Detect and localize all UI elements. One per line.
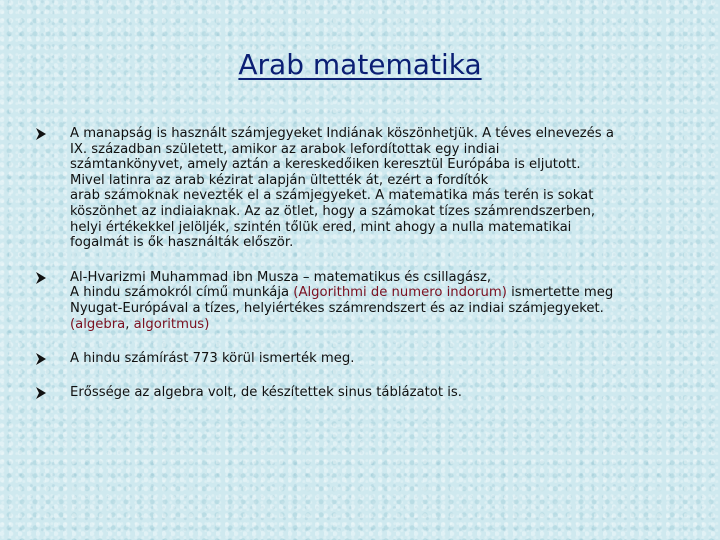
bullet-item-1 [34,126,686,251]
term-algebra: algebra [75,316,126,332]
bullet-3-text: A hindu számírást 773 körül ismerték meg. [70,351,355,367]
bullet-2-text: ismertette meg [506,285,614,301]
latin-title-highlight: (Algorithmi de numero indorum) [293,285,507,301]
bullet-item-2 [34,270,686,332]
bullet-2-line-4 [70,317,686,333]
bullet-list [34,126,686,419]
bullet-item-3 [34,351,686,367]
bullet-1-line-5: arab számoknak nevezték el a számjegyeket. A matematika más terén is sokat [70,188,594,204]
bullet-2-line-3: Nyugat-Európával a tízes, helyiértékes számrendszert és az indiai számjegyeket. [70,300,604,316]
arrow-bullet-icon [34,127,48,141]
bullet-1-line-1: A manapság is használt számjegyeket Indiának köszönhetjük. A téves elnevezés a [70,126,614,141]
bullet-1-line-8: fogalmát is ők használták először. [70,235,294,251]
bullet-2-text: A hindu számokról című munkája [70,285,294,301]
term-algoritmus: algoritmus [133,316,205,332]
arrow-bullet-icon [34,271,48,285]
bullet-1-line-6: köszönhet az indiaiaknak. Az az ötlet, hogy a számokat tízes számrendszerben, [70,203,596,219]
bullet-1-line-4: Mivel latinra az arab kézirat alapján ültették át, ezért a fordítók [70,172,489,188]
bullet-4-text: Erőssége az algebra volt, de készítettek sinus táblázatot is. [70,384,462,400]
arrow-bullet-icon [34,386,48,400]
slide-title: Arab matematika [238,48,482,81]
term-separator: , [125,316,134,332]
paren-close: ) [204,316,210,332]
bullet-item-4 [34,385,686,401]
paren-open: ( [70,316,76,332]
bullet-1-line-3: számtankönyvet, amely aztán a kereskedőiken keresztül Európába is eljutott. [70,157,581,173]
bullet-2-line-2 [70,285,686,301]
arrow-bullet-icon [34,352,48,366]
bullet-1-line-7: helyi értékekkel jelöljék, szintén tőlük ered, mint ahogy a nulla matematikai [70,219,572,235]
bullet-2-line-1: Al-Hvarizmi Muhammad ibn Musza – matematikus és csillagász, [70,269,492,285]
bullet-1-line-2: IX. században született, amikor az arabok lefordítottak egy indiai [70,141,500,157]
